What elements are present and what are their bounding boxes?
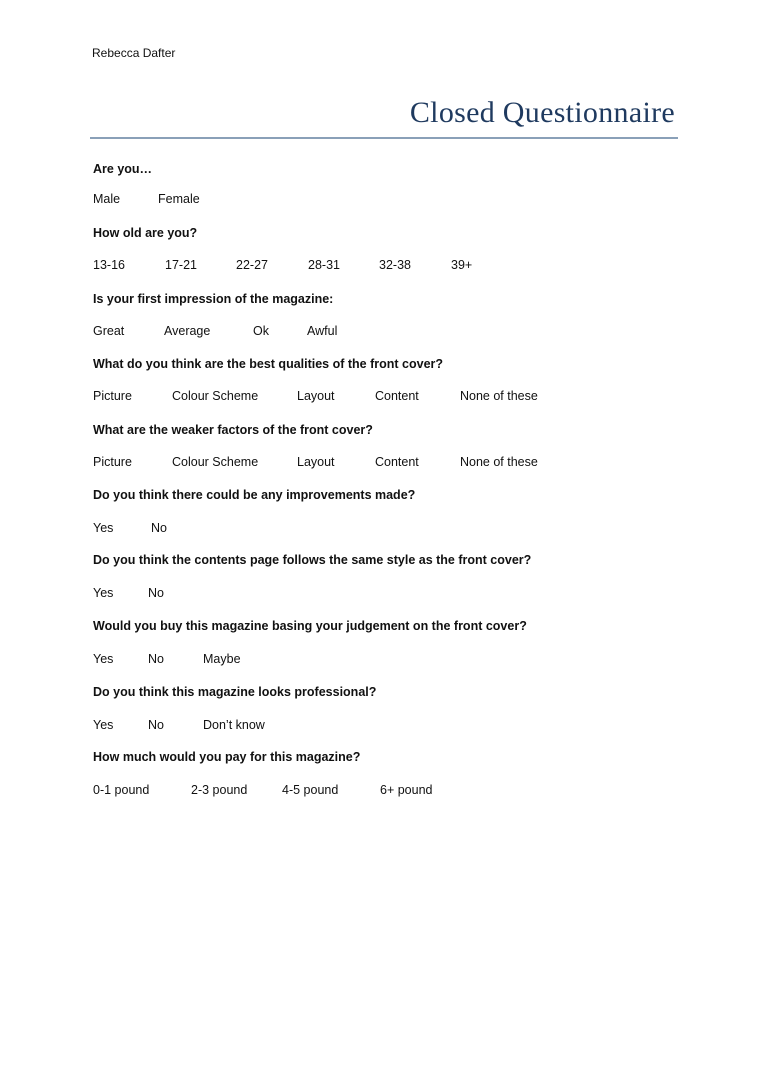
question-improvements: Do you think there could be any improvements made? [93,488,416,502]
option-picture[interactable]: Picture [93,455,132,469]
option-maybe[interactable]: Maybe [203,652,241,666]
option-awful[interactable]: Awful [307,324,338,338]
option-6-plus-pound[interactable]: 6+ pound [380,783,433,797]
option-content[interactable]: Content [375,389,419,403]
question-professional: Do you think this magazine looks professional? [93,685,377,699]
option-layout[interactable]: Layout [297,455,335,469]
option-age-28-31[interactable]: 28-31 [308,258,340,272]
option-no[interactable]: No [151,521,167,535]
option-content[interactable]: Content [375,455,419,469]
option-age-13-16[interactable]: 13-16 [93,258,125,272]
question-price: How much would you pay for this magazine? [93,750,361,764]
option-0-1-pound[interactable]: 0-1 pound [93,783,150,797]
options-best-qualities [93,389,693,405]
author-name: Rebecca Dafter [92,46,176,60]
option-average[interactable]: Average [164,324,211,338]
option-male[interactable]: Male [93,192,121,206]
option-colour-scheme[interactable]: Colour Scheme [172,389,259,403]
option-age-32-38[interactable]: 32-38 [379,258,411,272]
option-no[interactable]: No [148,586,164,600]
question-would-buy: Would you buy this magazine basing your judgement on the front cover? [93,619,527,633]
options-weaker-factors [93,455,693,471]
options-contents-style [93,586,693,602]
option-female[interactable]: Female [158,192,200,206]
option-yes[interactable]: Yes [93,652,114,666]
option-great[interactable]: Great [93,324,125,338]
question-age: How old are you? [93,226,198,240]
options-first-impression [93,324,693,340]
option-yes[interactable]: Yes [93,718,114,732]
option-none-of-these[interactable]: None of these [460,455,538,469]
options-price [93,783,693,799]
options-age [93,258,693,274]
page-title: Closed Questionnaire [409,96,675,129]
option-no[interactable]: No [148,652,164,666]
question-gender: Are you… [93,162,153,176]
option-yes[interactable]: Yes [93,586,114,600]
options-improvements [93,521,693,537]
option-dont-know[interactable]: Don’t know [203,718,265,732]
option-age-17-21[interactable]: 17-21 [165,258,197,272]
option-ok[interactable]: Ok [253,324,269,338]
option-no[interactable]: No [148,718,164,732]
question-contents-style: Do you think the contents page follows the same style as the front cover? [93,553,532,567]
option-2-3-pound[interactable]: 2-3 pound [191,783,248,797]
question-first-impression: Is your first impression of the magazine: [93,292,334,306]
option-colour-scheme[interactable]: Colour Scheme [172,455,259,469]
title-divider [90,137,678,139]
option-picture[interactable]: Picture [93,389,132,403]
options-gender [93,192,693,208]
question-weaker-factors: What are the weaker factors of the front cover? [93,423,373,437]
option-none-of-these[interactable]: None of these [460,389,538,403]
option-age-39-plus[interactable]: 39+ [451,258,473,272]
option-yes[interactable]: Yes [93,521,114,535]
option-4-5-pound[interactable]: 4-5 pound [282,783,339,797]
options-would-buy [93,652,693,668]
options-professional [93,718,693,734]
option-age-22-27[interactable]: 22-27 [236,258,268,272]
option-layout[interactable]: Layout [297,389,335,403]
question-best-qualities: What do you think are the best qualities of the front cover? [93,357,444,371]
